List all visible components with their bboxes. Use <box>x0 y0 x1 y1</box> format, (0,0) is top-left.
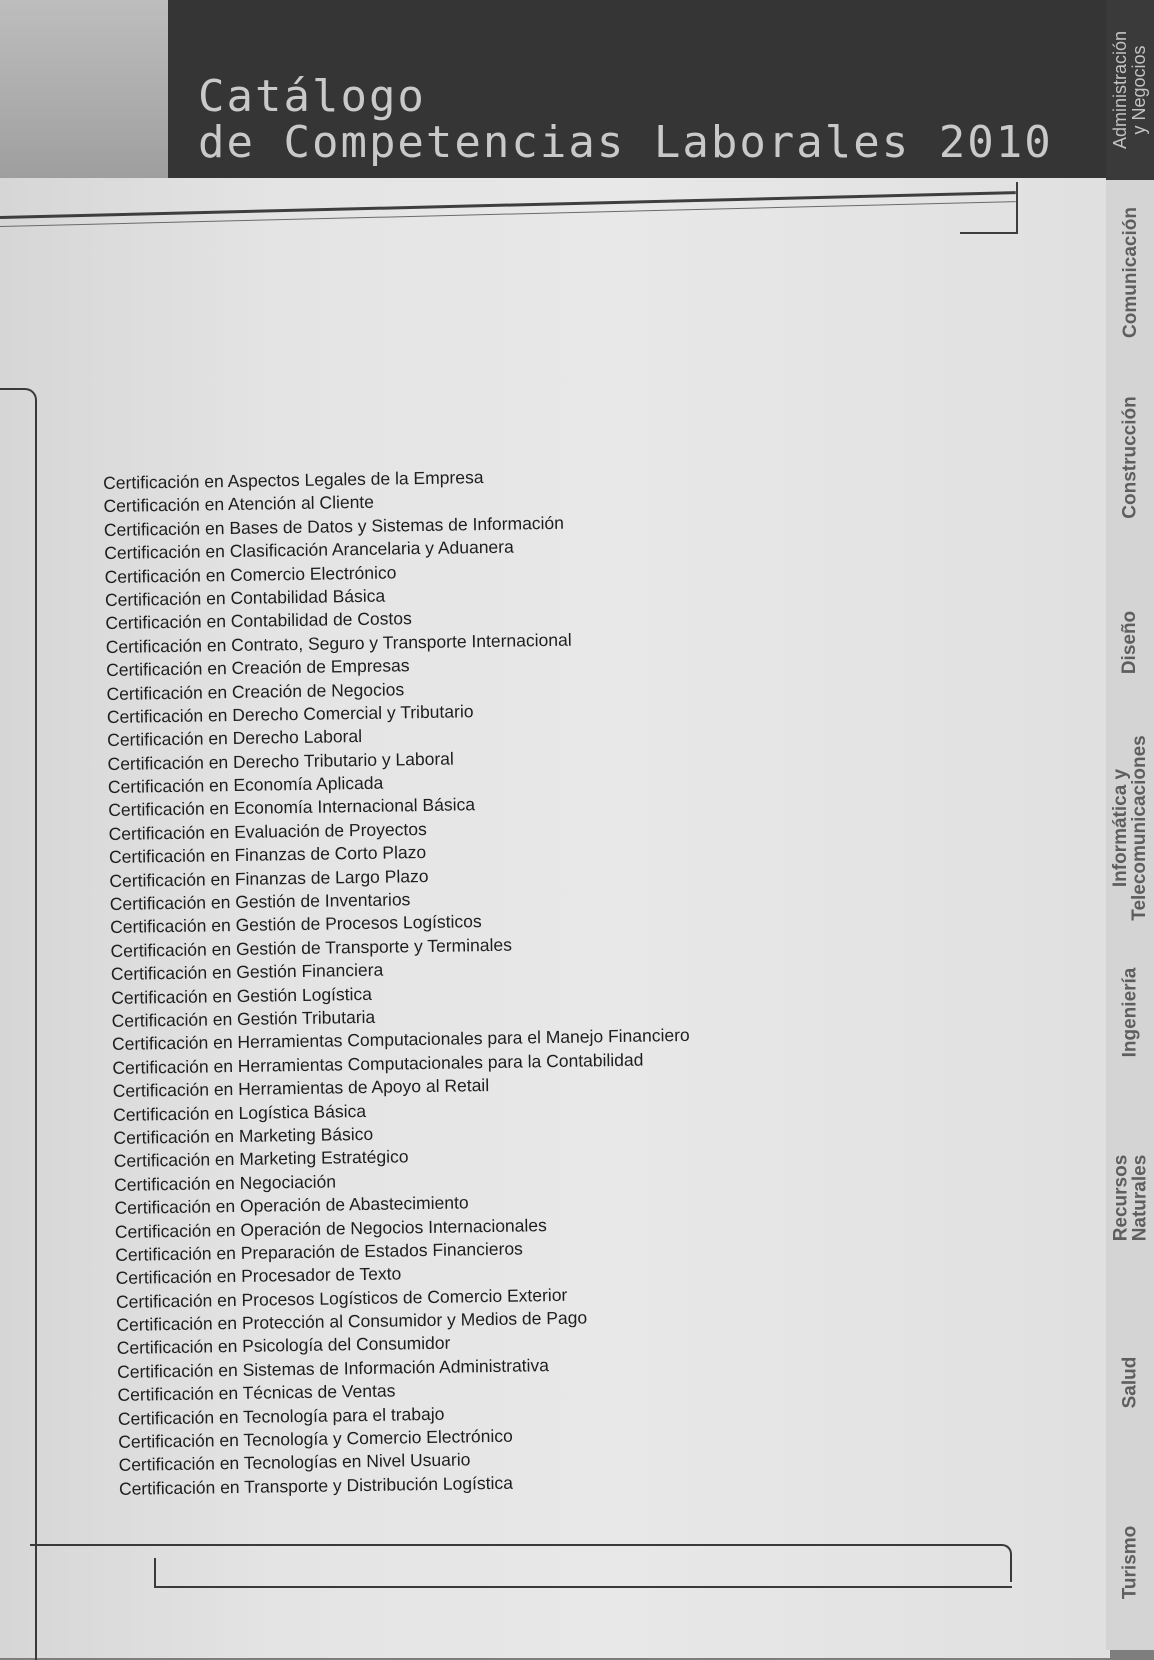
certification-item: Certificación en Derecho Comercial y Tributario <box>106 701 474 727</box>
bottom-frame-inner-border <box>154 1558 1012 1588</box>
certification-item: Certificación en Clasificación Arancelaria y Aduanera <box>104 536 514 564</box>
certification-item: Certificación en Procesos Logísticos de Comercio Exterior <box>115 1284 568 1312</box>
certification-item: Certificación en Finanzas de Largo Plazo <box>109 865 429 891</box>
catalog-title-line-2: de Competencias Laborales 2010 <box>198 117 1053 168</box>
certification-list <box>103 463 697 1501</box>
catalog-title <box>198 71 1053 168</box>
certification-item: Certificación en Operación de Abastecimiento <box>114 1192 469 1219</box>
side-tab-administracion[interactable] <box>1106 0 1154 180</box>
catalog-header <box>168 0 1106 190</box>
certification-item: Certificación en Derecho Tributario y Laboral <box>107 748 454 774</box>
side-tab-label: Informática y Telecomunicaciones <box>1110 734 1150 921</box>
certification-item: Certificación en Psicología del Consumidor <box>116 1333 451 1359</box>
side-tab-label: Comunicación <box>1119 207 1141 338</box>
certification-item: Certificación en Contrato, Seguro y Transporte Internacional <box>105 629 572 657</box>
side-tab-recursos-naturales[interactable] <box>1106 1105 1154 1290</box>
certification-item: Certificación en Tecnologías en Nivel Usuario <box>118 1449 471 1476</box>
category-side-tabs <box>1106 0 1154 1650</box>
certification-item: Certificación en Atención al Cliente <box>103 492 375 517</box>
certification-item: Certificación en Negociación <box>114 1171 337 1195</box>
certification-item: Certificación en Marketing Estratégico <box>113 1146 409 1172</box>
certification-item: Certificación en Operación de Negocios Internacionales <box>114 1214 547 1242</box>
certification-item: Certificación en Economía Aplicada <box>107 772 384 798</box>
certification-item: Certificación en Gestión Logística <box>111 983 373 1008</box>
certification-item: Certificación en Preparación de Estados Financieros <box>115 1238 523 1265</box>
side-tab-label: Turismo <box>1119 1525 1141 1600</box>
side-tab-label: Diseño <box>1119 610 1141 675</box>
side-tab-diseno[interactable] <box>1106 550 1154 735</box>
certification-item: Certificación en Herramientas Computacionales para el Manejo Financiero <box>111 1025 690 1055</box>
certification-item: Certificación en Técnicas de Ventas <box>117 1380 396 1406</box>
certification-item: Certificación en Comercio Electrónico <box>104 561 397 587</box>
certification-item: Certificación en Bases de Datos y Sistemas de Información <box>103 512 565 540</box>
top-frame-corner <box>960 182 1018 234</box>
side-tab-informatica[interactable] <box>1106 735 1154 920</box>
side-tab-salud[interactable] <box>1106 1290 1154 1475</box>
side-tab-label: Salud <box>1119 1356 1141 1409</box>
certification-item: Certificación en Gestión de Transporte y Terminales <box>110 934 513 961</box>
certification-item: Certificación en Herramientas Computacionales para la Contabilidad <box>112 1049 644 1078</box>
certification-item: Certificación en Evaluación de Proyectos <box>108 818 427 844</box>
side-tab-label: Administración y Negocios <box>1110 30 1150 150</box>
certification-item: Certificación en Derecho Laboral <box>107 726 363 751</box>
certification-item: Certificación en Procesador de Texto <box>115 1263 402 1289</box>
side-tab-label: Ingeniería <box>1119 967 1141 1058</box>
certification-item: Certificación en Tecnología y Comercio Electrónico <box>118 1425 513 1452</box>
certification-item: Certificación en Marketing Básico <box>113 1123 374 1148</box>
certification-item: Certificación en Gestión Financiera <box>110 959 384 985</box>
side-tab-ingenieria[interactable] <box>1106 920 1154 1105</box>
side-tab-label: Recursos Naturales <box>1110 1154 1151 1241</box>
certification-item: Certificación en Creación de Negocios <box>106 678 405 704</box>
certification-item: Certificación en Transporte y Distribución Logística <box>118 1472 514 1499</box>
certification-item: Certificación en Sistemas de Información Administrativa <box>116 1354 550 1382</box>
side-tab-label: Construcción <box>1119 396 1141 519</box>
side-tab-comunicacion[interactable] <box>1106 180 1154 365</box>
certification-item: Certificación en Tecnología para el trabajo <box>117 1403 445 1429</box>
certification-item: Certificación en Herramientas de Apoyo al Retail <box>112 1075 490 1102</box>
certification-item: Certificación en Finanzas de Corto Plazo <box>108 842 427 868</box>
certification-item: Certificación en Logística Básica <box>112 1100 367 1125</box>
certification-item: Certificación en Aspectos Legales de la Empresa <box>103 467 484 493</box>
certification-item: Certificación en Gestión de Procesos Logísticos <box>109 911 482 938</box>
side-tab-construccion[interactable] <box>1106 365 1154 550</box>
certification-item: Certificación en Contabilidad Básica <box>104 585 386 610</box>
certification-item: Certificación en Gestión Tributaria <box>111 1006 376 1031</box>
certification-item: Certificación en Protección al Consumidor y Medios de Pago <box>116 1307 588 1335</box>
certification-item: Certificación en Contabilidad de Costos <box>105 608 412 634</box>
certification-item: Certificación en Creación de Empresas <box>105 655 410 681</box>
left-frame-border <box>0 388 37 1660</box>
side-tab-turismo[interactable] <box>1106 1475 1154 1650</box>
background-corner <box>0 0 170 200</box>
certification-item: Certificación en Economía Internacional Básica <box>108 794 476 821</box>
certification-item: Certificación en Gestión de Inventarios <box>109 889 411 914</box>
catalog-title-line-1: Catálogo <box>198 71 426 122</box>
